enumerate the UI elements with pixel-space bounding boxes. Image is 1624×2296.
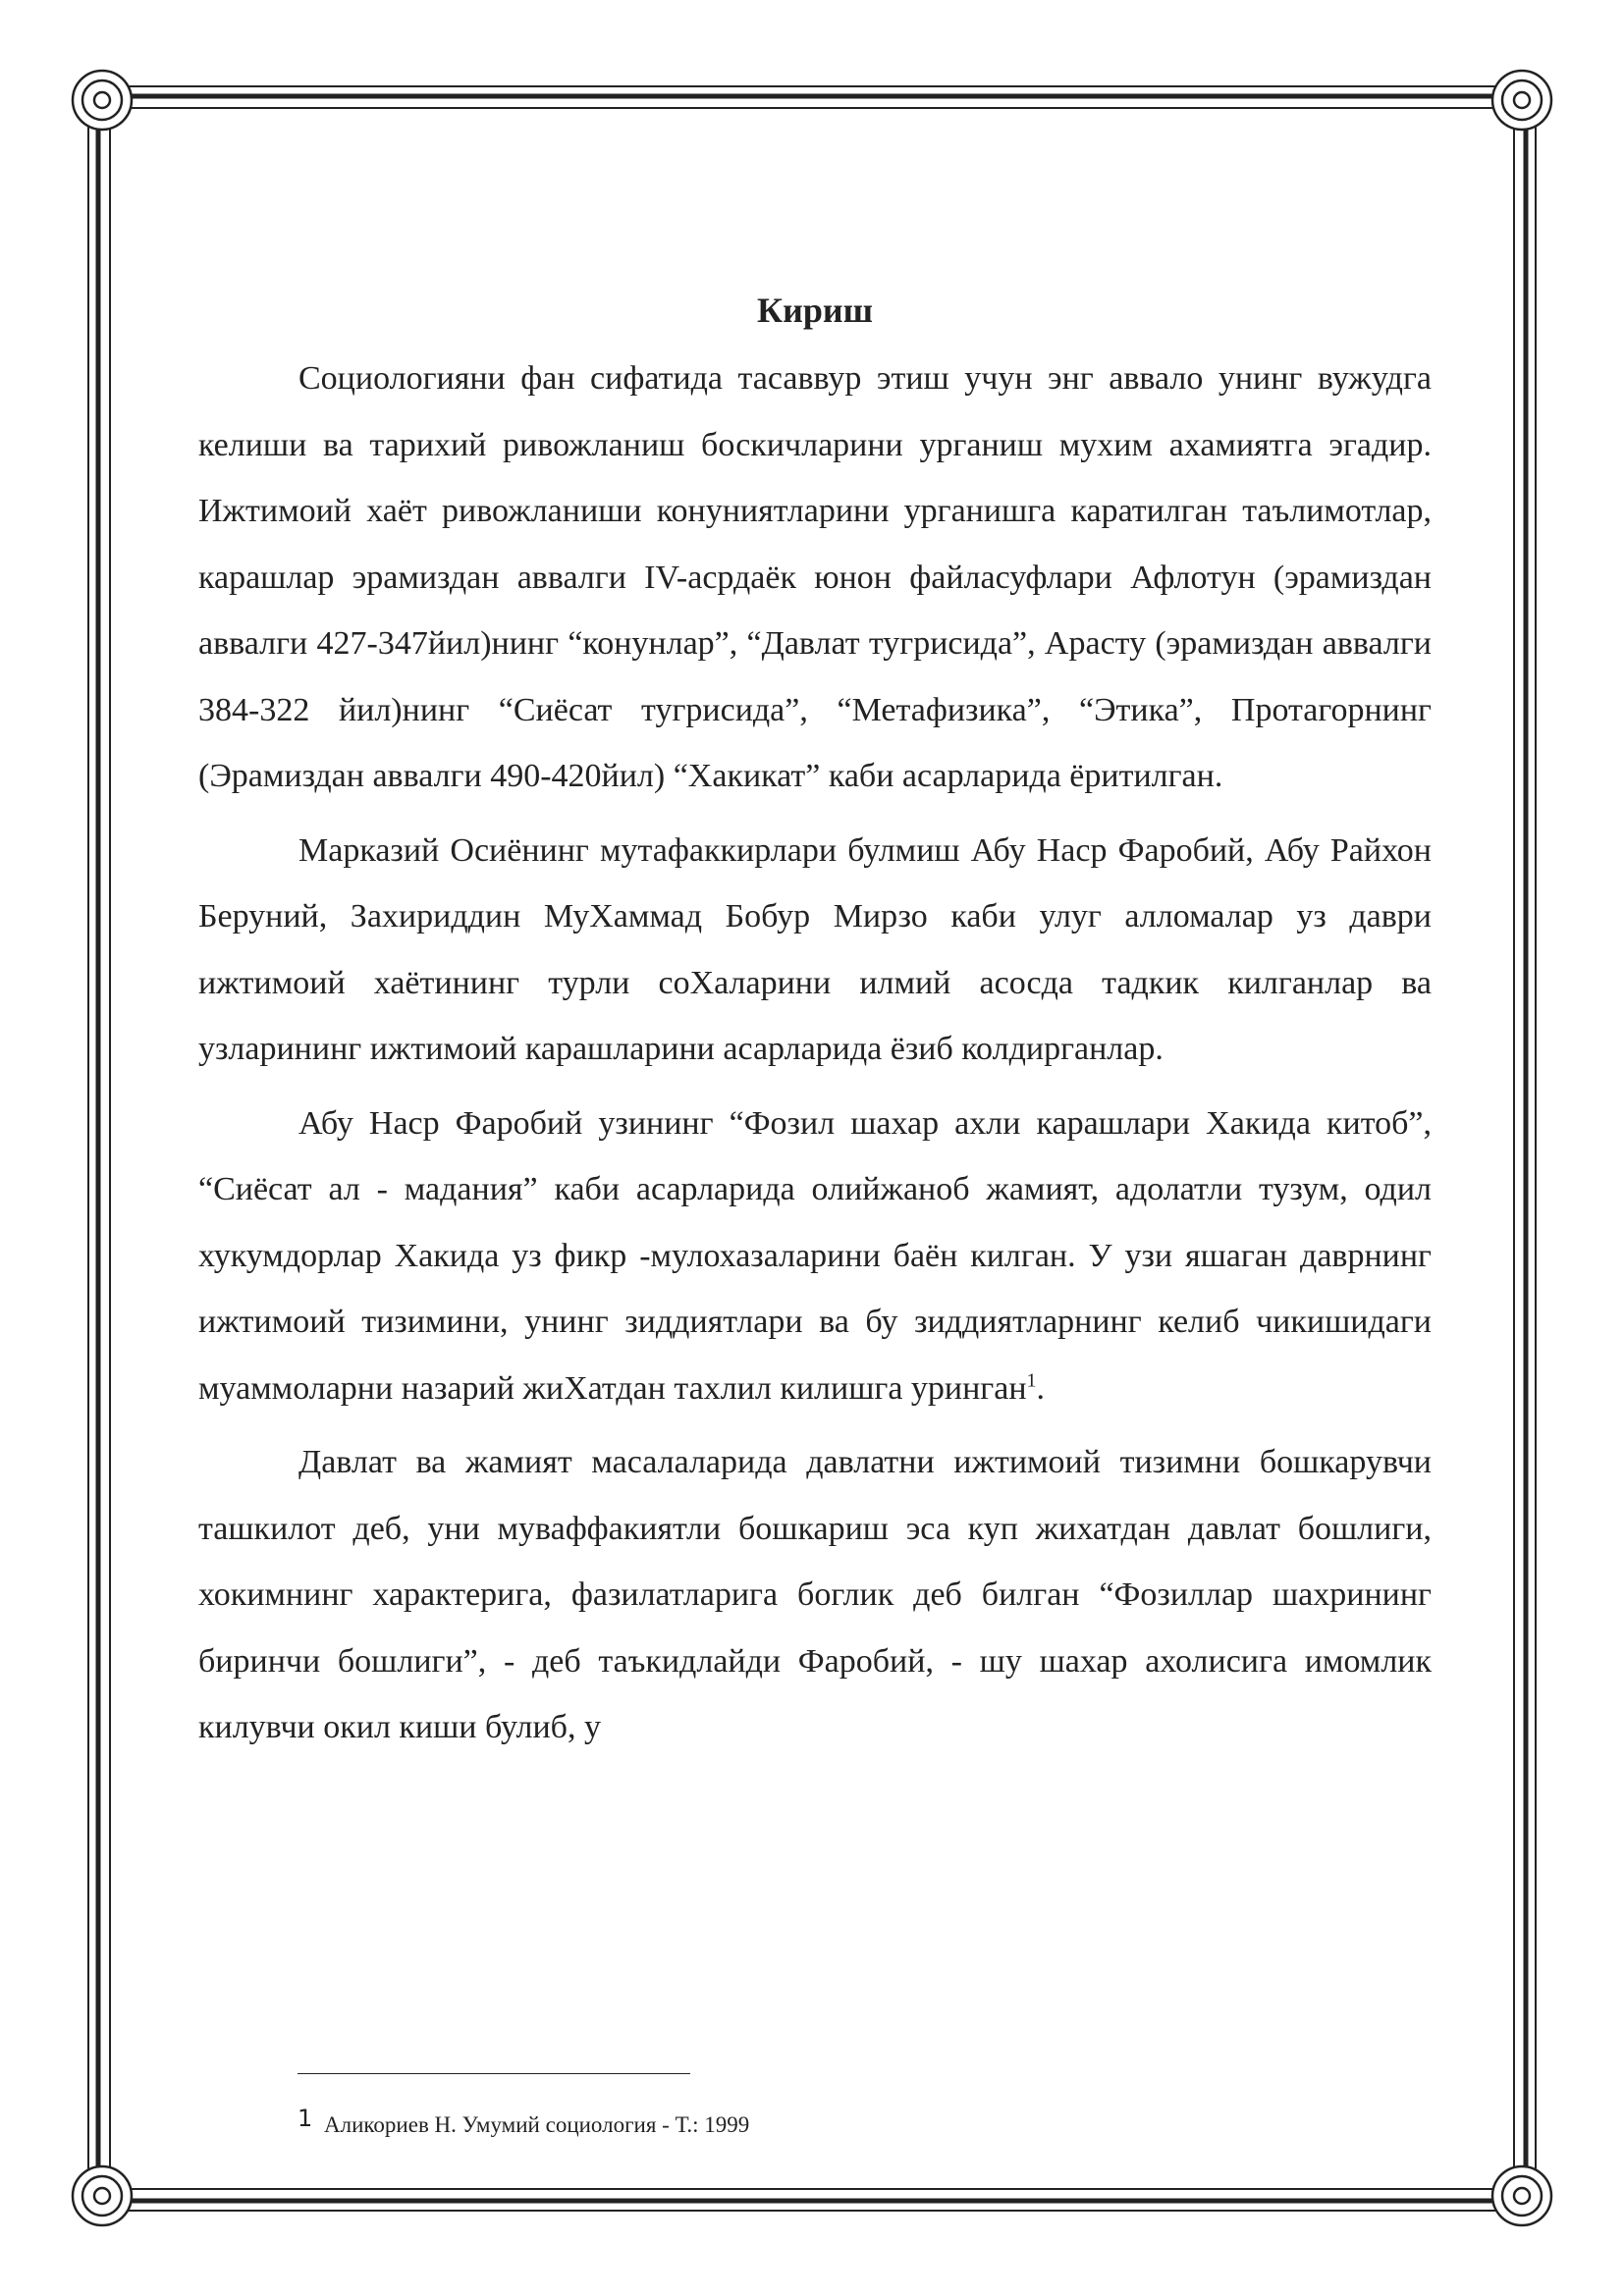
footnote-separator <box>298 2073 690 2074</box>
page-title: Кириш <box>756 291 873 330</box>
corner-ornament-bottom-right <box>1492 2166 1551 2225</box>
footnote-mark: 1 <box>298 2105 313 2132</box>
corner-ornament-bottom-left <box>73 2166 132 2225</box>
corner-ornament-top-right <box>1492 71 1551 130</box>
paragraph-1: Социологияни фан сифатида тасаввур этиш учун энг аввало унинг вужудга келиши ва тарихий ривожланиш боскичларини урганиш мухим ахамиятга эгадир. Ижтимоий хаёт ривожланиши конуниятларини урганишга каратилган таълимотлар, карашлар эрамиздан аввалги IV-асрдаёк юнон файласуфлари Афлотун (эрамиздан аввалги 427-347йил)нинг “конунлар”, “Давлат тугрисида”, Арасту (эрамиздан аввалги 384-322 йил)нинг “Сиёсат тугрисида”, “Метафизика”, “Этика”, Протагорнинг (Эрамиздан аввалги 490-420йил) “Хакикат” каби асарларида ёритилган. <box>198 360 1432 794</box>
footnote-text: Аликориев Н. Умумий социология - Т.: 1999 <box>324 2112 750 2137</box>
paragraph-2: Марказий Осиёнинг мутафаккирлари булмиш Абу Наср Фаробий, Абу Райхон Беруний, Захириддин МуХаммад Бобур Мирзо каби улуг алломалар уз даври ижтимоий хаётининг турли соХаларини илмий асосда тадкик килганлар ва узларининг ижтимоий карашларини асарларида ёзиб колдирганлар. <box>198 831 1432 1067</box>
paragraph-4: Давлат ва жамият масалаларида давлатни ижтимоий тизимни бошкарувчи ташкилот деб, уни муваффакиятли бошкариш эса куп жихатдан давлат бошлиги, хокимнинг характерига, фазилатларига боглик деб билган “Фозиллар шахрининг биринчи бошлиги”, - деб таъкидлайди Фаробий, - шу шахар ахолисига имомлик килувчи окил киши булиб, у <box>198 1444 1432 1745</box>
footnote <box>298 2105 750 2138</box>
footnote-reference[interactable]: 1 <box>1026 1369 1037 1392</box>
paragraph-3-text: Абу Наср Фаробий узининг “Фозил шахар ахли карашлари Хакида китоб”, “Сиёсат ал - мадания” каби асарларида олийжаноб жамият, адолатли тузум, одил хукумдорлар Хакида уз фикр -мулохазаларини баён килган. У узи яшаган даврнинг ижтимоий тизимини, унинг зиддиятлари ва бу зиддиятларнинг келиб чикишидаги муаммоларни назарий жиХатдан тахлил килишга уринган <box>198 1104 1432 1407</box>
paragraph-3-end: . <box>1036 1369 1046 1407</box>
paragraph-3 <box>198 1091 1432 1422</box>
corner-ornament-top-left <box>73 71 132 130</box>
document-body <box>198 275 1432 1761</box>
